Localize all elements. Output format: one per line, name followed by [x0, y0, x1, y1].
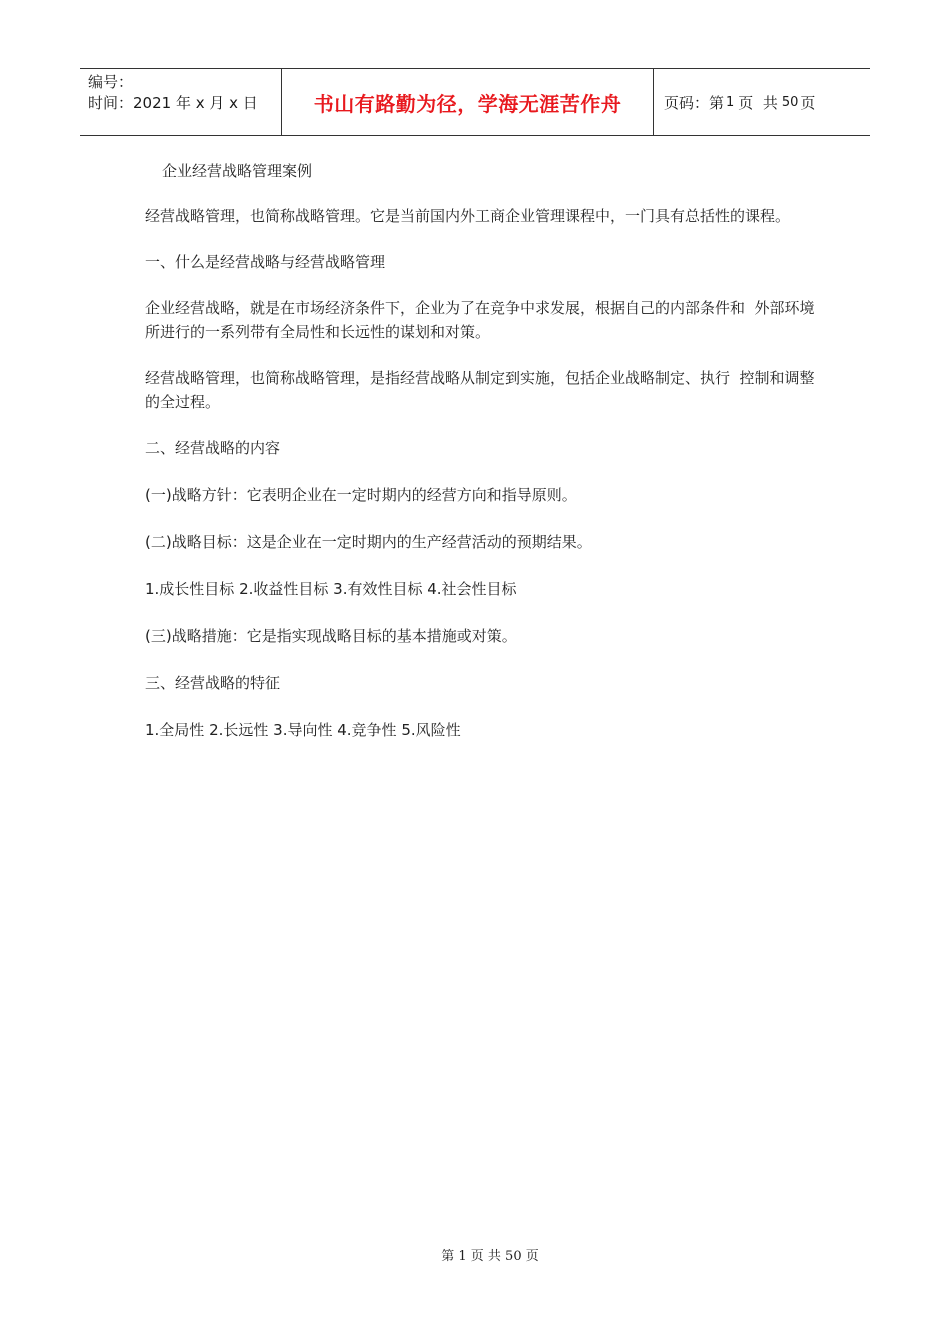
page-label: 页码：第	[664, 93, 725, 112]
page-end: 页	[800, 93, 816, 112]
header-meta	[80, 69, 281, 135]
header-motto-cell	[281, 69, 654, 135]
paragraph-intro: 经营战略管理，也简称战略管理。它是当前国内外工商企业管理课程中，一门具有总括性的课程。	[145, 207, 791, 225]
page-total: 50	[781, 94, 799, 110]
page-header	[80, 68, 870, 136]
number-label: 编号：	[88, 73, 134, 91]
date-label: 时间：2021 年 x 月 x 日	[88, 94, 258, 112]
page-current: 1	[726, 94, 735, 110]
header-page-info	[654, 69, 870, 135]
item-strategy-policy: (一)战略方针：它表明企业在一定时期内的经营方向和指导原则。	[145, 486, 577, 504]
item-strategy-measures: (三)战略措施：它是指实现战略目标的基本措施或对策。	[145, 627, 517, 645]
motto: 书山有路勤为径，学海无涯苦作舟	[313, 91, 622, 116]
document-body	[145, 158, 815, 742]
goal-list: 1.成长性目标 2.收益性目标 3.有效性目标 4.社会性目标	[145, 580, 517, 598]
page-footer: 第 1 页 共 50 页	[441, 1249, 539, 1264]
document-title: 企业经营战略管理案例	[162, 162, 313, 180]
section-heading-1: 一、什么是经营战略与经营战略管理	[145, 253, 386, 271]
paragraph-definition: 企业经营战略，就是在市场经济条件下，企业为了在竞争中求发展，根据自己的内部条件和 外部环境所进行的一系列带有全局性和长远性的谋划和对策。	[145, 299, 815, 341]
item-strategy-goal: (二)战略目标：这是企业在一定时期内的生产经营活动的预期结果。	[145, 533, 592, 551]
page-mid: 页 共	[738, 93, 778, 112]
feature-list: 1.全局性 2.长远性 3.导向性 4.竞争性 5.风险性	[145, 721, 461, 739]
paragraph-management: 经营战略管理，也简称战略管理，是指经营战略从制定到实施，包括企业战略制定、执行 控制和调整的全过程。	[145, 369, 815, 411]
section-heading-3: 三、经营战略的特征	[145, 674, 281, 692]
section-heading-2: 二、经营战略的内容	[145, 439, 281, 457]
